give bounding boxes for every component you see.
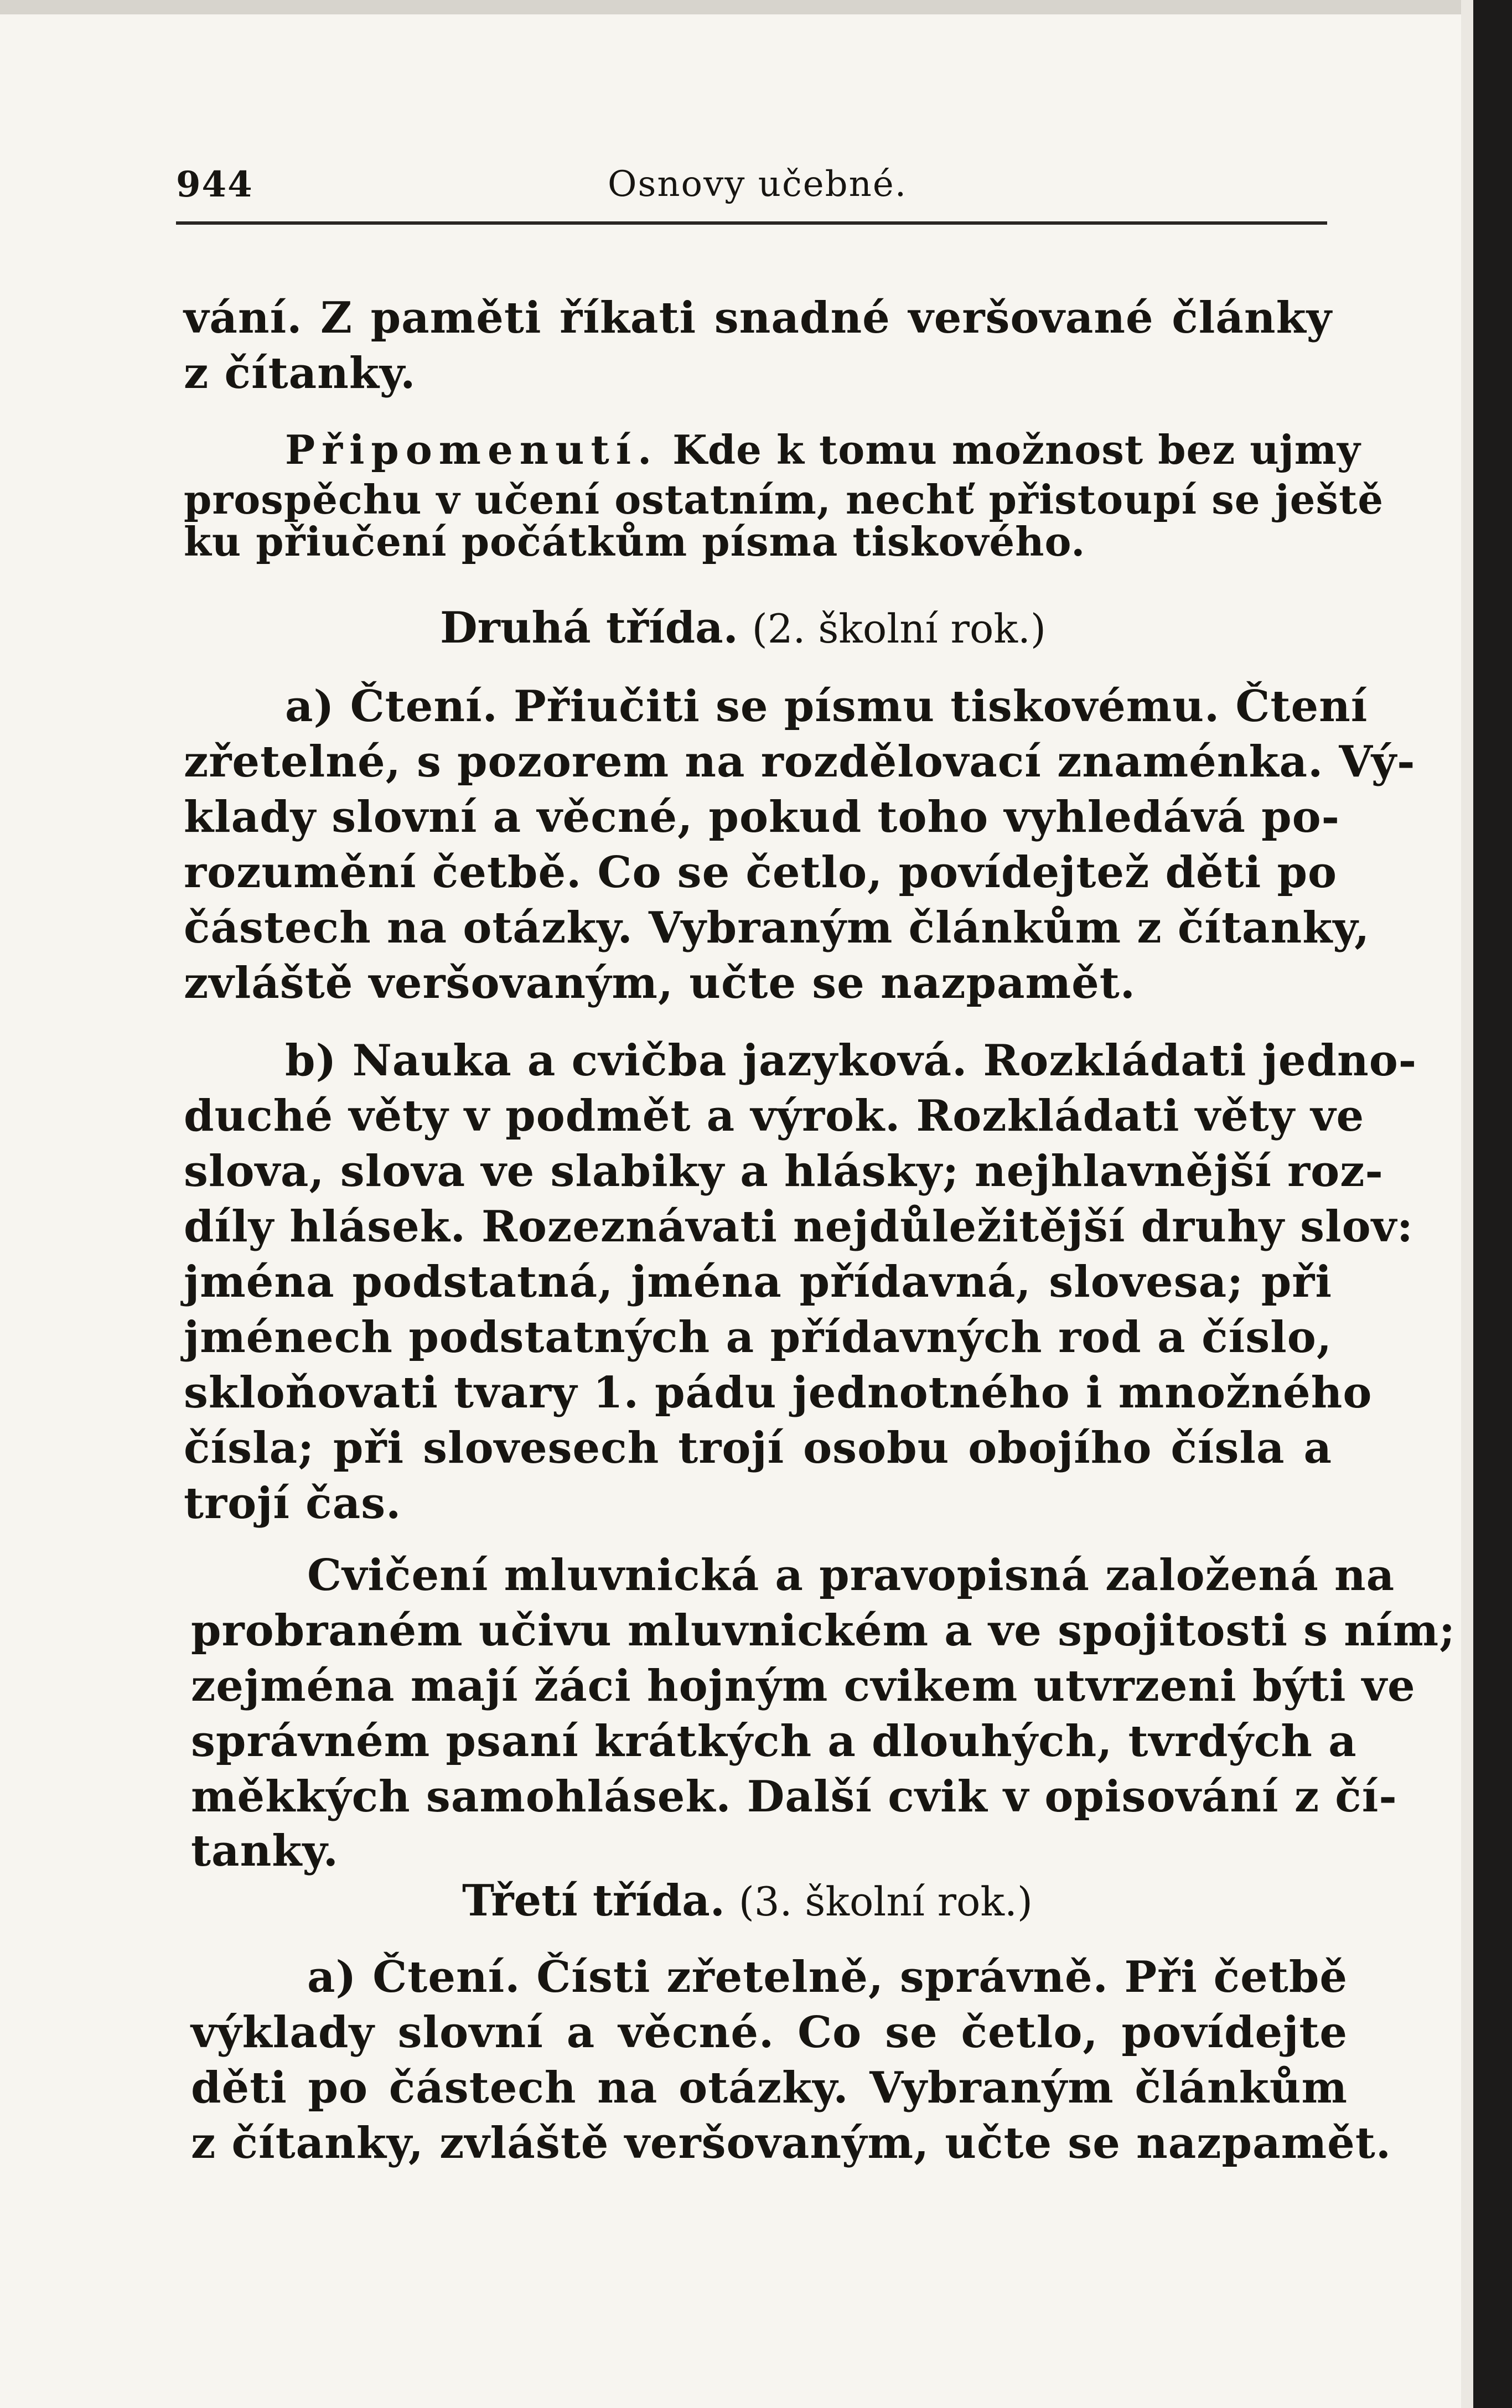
text-line: slova, slova ve slabiky a hlásky; nejhlavnější roz-	[184, 1146, 1384, 1197]
text-line: rozumění četbě. Co se četlo, povídejtež děti po	[184, 847, 1338, 898]
text-line: vání. Z paměti říkati snadné veršované články	[184, 293, 1332, 343]
text-line: částech na otázky. Vybraným článkům z čítanky,	[184, 903, 1370, 953]
text-line: správném psaní krátkých a dlouhých, tvrdých a	[191, 1716, 1357, 1767]
note-text: Kde k tomu možnost bez ujmy	[672, 426, 1361, 473]
scan-edge-right	[1473, 0, 1512, 2408]
text-line: výklady slovní a věcné. Co se četlo, povídejte	[191, 2007, 1348, 2058]
note-label: Připomenutí.	[285, 426, 659, 473]
running-title: Osnovy učebné.	[608, 164, 908, 205]
text-line: zejména mají žáci hojným cvikem utvrzeni býti ve	[191, 1661, 1416, 1711]
heading-title: Druhá třída.	[440, 603, 738, 653]
section-heading-second-class	[440, 598, 1046, 659]
text-line: probraném učivu mluvnickém a ve spojitosti s ním;	[191, 1606, 1456, 1656]
text-line: z čítanky, zvláště veršovaným, učte se nazpamět.	[191, 2118, 1391, 2168]
text-line: z čítanky.	[184, 348, 416, 398]
text-line: tanky.	[191, 1826, 339, 1876]
text-line: b) Nauka a cvičba jazyková. Rozkládati jedno-	[285, 1035, 1417, 1086]
text-line: a) Čtení. Čísti zřetelně, správně. Při četbě	[307, 1952, 1348, 2002]
text-line: klady slovní a věcné, pokud toho vyhledává po-	[184, 792, 1340, 842]
section-heading-third-class	[462, 1871, 1033, 1931]
page-number: 944	[176, 164, 253, 205]
text-line: jména podstatná, jména přídavná, slovesa; při	[184, 1257, 1332, 1307]
heading-title: Třetí třída.	[462, 1876, 725, 1926]
text-line: čísla; při slovesech trojí osobu obojího čísla a	[184, 1423, 1332, 1473]
text-line: ku přiučení počátkům písma tiskového.	[184, 518, 1086, 565]
text-line: děti po částech na otázky. Vybraným článkům	[191, 2063, 1348, 2113]
text-line: duché věty v podmět a výrok. Rozkládati věty ve	[184, 1091, 1365, 1141]
text-line: trojí čas.	[184, 1478, 402, 1529]
text-line: zvláště veršovaným, učte se nazpamět.	[184, 958, 1136, 1008]
text-line: měkkých samohlásek. Další cvik v opisování z čí-	[191, 1772, 1397, 1822]
text-line: skloňovati tvary 1. pádu jednotného i množného	[184, 1368, 1373, 1418]
text-line: Cvičení mluvnická a pravopisná založená na	[307, 1550, 1395, 1601]
text-line: prospěchu v učení ostatním, nechť přistoupí se ještě	[184, 476, 1384, 523]
heading-year: (3. školní rok.)	[738, 1878, 1033, 1925]
text-line: jménech podstatných a přídavných rod a číslo,	[184, 1312, 1332, 1363]
text-line: a) Čtení. Přiučiti se písmu tiskovému. Čtení	[285, 681, 1368, 732]
header-rule	[176, 221, 1327, 225]
heading-year: (2. školní rok.)	[752, 605, 1046, 652]
text-line: zřetelné, s pozorem na rozdělovací znaménka. Vý-	[184, 737, 1416, 787]
text-line: díly hlásek. Rozeznávati nejdůležitější druhy slov:	[184, 1202, 1413, 1252]
